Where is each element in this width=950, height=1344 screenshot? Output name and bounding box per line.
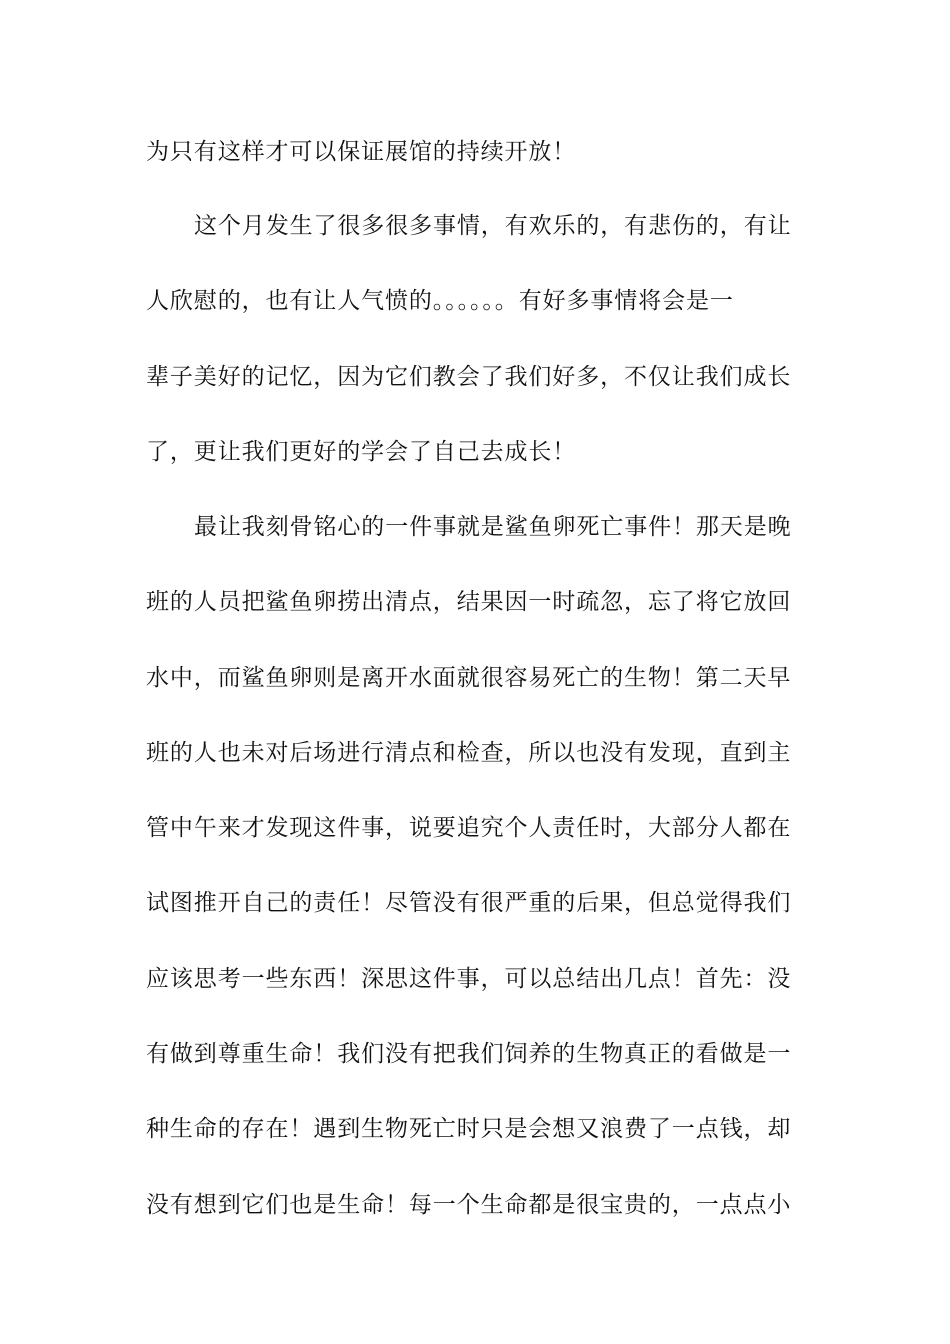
text-line: 没有想到它们也是生命！每一个生命都是很宝贵的，一点点小: [146, 1192, 792, 1218]
text-line: 管中午来才发现这件事，说要追究个人责任时，大部分人都在: [146, 815, 792, 841]
text-line: 试图推开自己的责任！尽管没有很严重的后果，但总觉得我们: [146, 890, 792, 916]
text-line: 班的人员把鲨鱼卵捞出清点，结果因一时疏忽，忘了将它放回: [146, 589, 792, 615]
text-line: 应该思考一些东西！深思这件事，可以总结出几点！首先：没: [146, 966, 792, 992]
paragraph-first-line: 这个月发生了很多很多事情，有欢乐的，有悲伤的，有让: [194, 213, 792, 239]
text-line: 班的人也未对后场进行清点和检查，所以也没有发现，直到主: [146, 740, 792, 766]
paragraph-first-line: 最让我刻骨铭心的一件事就是鲨鱼卵死亡事件！那天是晚: [194, 514, 792, 540]
text-line: 人欣慰的，也有让人气愤的。。。。。。有好多事情将会是一: [146, 288, 734, 314]
text-line: 为只有这样才可以保证展馆的持续开放！: [146, 139, 577, 165]
text-line: 水中，而鲨鱼卵则是离开水面就很容易死亡的生物！第二天早: [146, 665, 792, 691]
text-line: 了，更让我们更好的学会了自己去成长！: [146, 439, 577, 465]
text-line: 辈子美好的记忆，因为它们教会了我们好多，不仅让我们成长: [146, 364, 792, 390]
text-line: 种生命的存在！遇到生物死亡时只是会想又浪费了一点钱，却: [146, 1116, 792, 1142]
text-line: 有做到尊重生命！我们没有把我们饲养的生物真正的看做是一: [146, 1041, 792, 1067]
